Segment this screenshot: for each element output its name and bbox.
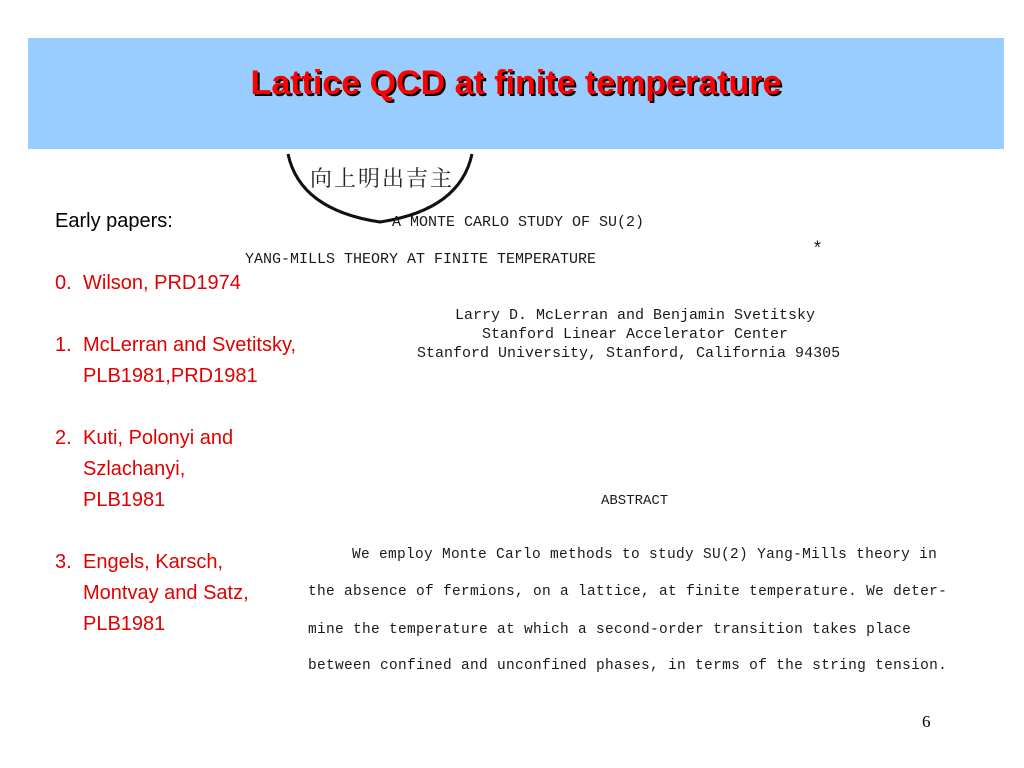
- early-papers-list: [55, 206, 385, 671]
- stamp-text: 向上明出吉主: [310, 167, 455, 192]
- item-number: 0.: [55, 272, 72, 294]
- paper-affiliation-2: Stanford University, Stanford, California 94305: [417, 345, 841, 362]
- abstract-line: mine the temperature at which a second-order transition takes place: [308, 622, 912, 638]
- title-bar: [28, 38, 1004, 149]
- list-item: [55, 330, 385, 392]
- item-text: PLB1981,PRD1981: [83, 365, 258, 387]
- paper-title-line1: A MONTE CARLO STUDY OF SU(2): [391, 214, 645, 231]
- item-number: 3.: [55, 551, 72, 573]
- item-text: Engels, Karsch,: [83, 551, 224, 573]
- abstract-heading: ABSTRACT: [601, 493, 669, 509]
- abstract-line: between confined and unconfined phases, in terms of the string tension.: [308, 658, 948, 674]
- list-item: [55, 268, 385, 299]
- item-text: Kuti, Polonyi and: [83, 427, 234, 449]
- page-number: 6: [922, 712, 931, 731]
- slide-title: Lattice QCD at finite temperature: [250, 64, 782, 102]
- item-text: Szlachanyi,: [83, 458, 186, 480]
- item-text: Wilson, PRD1974: [83, 272, 241, 294]
- list-heading: Early papers:: [55, 210, 173, 232]
- item-text: Montvay and Satz,: [83, 582, 249, 604]
- item-number: 2.: [55, 427, 72, 449]
- paper-authors: Larry D. McLerran and Benjamin Svetitsky: [455, 307, 816, 324]
- paper-title-line2: YANG-MILLS THEORY AT FINITE TEMPERATURE: [245, 251, 597, 268]
- item-text: PLB1981: [83, 613, 166, 635]
- paper-affiliation-1: Stanford Linear Accelerator Center: [482, 326, 789, 343]
- item-number: 1.: [55, 334, 72, 356]
- list-item: [55, 423, 385, 516]
- footnote-mark: *: [812, 240, 823, 260]
- abstract-line: the absence of fermions, on a lattice, at finite temperature. We deter-: [308, 584, 948, 600]
- item-text: PLB1981: [83, 489, 166, 511]
- item-text: McLerran and Svetitsky,: [83, 334, 297, 356]
- abstract-line: We employ Monte Carlo methods to study SU(2) Yang-Mills theory in: [352, 547, 938, 563]
